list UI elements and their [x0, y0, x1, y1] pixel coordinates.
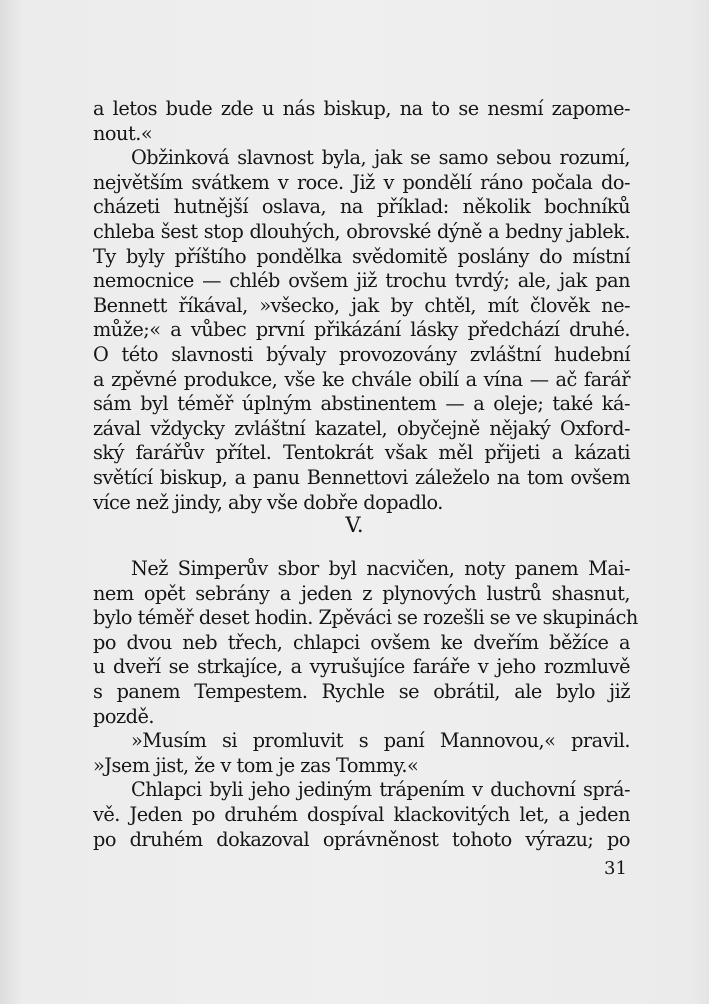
text-block-upper [93, 97, 630, 515]
page-number: 31 [604, 858, 627, 879]
text-line: největším svátkem v roce. Již v pondělí ráno počala do- [93, 170, 630, 194]
text-line: s panem Tempestem. Rychle se obrátil, ale bylo již [93, 679, 630, 703]
text-line: u dveří se strkajíce, a vyrušujíce faráře v jeho rozmluvě [93, 655, 630, 679]
text-line: a letos bude zde u nás biskup, na to se nesmí zapome- [93, 97, 630, 120]
text-line: Obžinková slavnost byla, jak se samo sebou rozumí, [131, 146, 630, 170]
text-line: Chlapci byli jeho jediným trápením v duchovní sprá- [131, 778, 630, 802]
text-line: bylo téměř deset hodin. Zpěváci se rozešli se ve skupinách [93, 606, 638, 630]
text-line: po druhém dokazoval oprávněnost tohoto výrazu; po [93, 827, 630, 851]
text-line: chleba šest stop dlouhých, obrovské dýně a bedny jablek. [93, 219, 630, 243]
text-line: po dvou neb třech, chlapci ovšem ke dveřím běžíce a [93, 630, 630, 654]
text-line: »Musím si promluvit s paní Mannovou,« pravil. [131, 729, 630, 753]
text-line: světící biskup, a panu Bennettovi záleželo na tom ovšem [93, 465, 630, 489]
text-line: více než jindy, aby vše dobře dopadlo. [93, 490, 443, 514]
text-line: a zpěvné produkce, vše ke chvále obilí a vína — ač farář [93, 367, 630, 391]
text-line: cházeti hutnější oslava, na příklad: několik bochníků [93, 195, 630, 219]
text-line: »Jsem jist, že v tom je zas Tommy.« [93, 753, 419, 777]
text-line: nout.« [93, 121, 153, 145]
text-line: Bennett říkával, »všecko, jak by chtěl, mít člověk ne- [93, 293, 630, 317]
text-line: O této slavnosti bývaly provozovány zvláštní hudební [93, 342, 630, 366]
text-line: zával vždycky zvláštní kazatel, obyčejně nějaký Oxford- [93, 416, 630, 440]
text-line: nem opět sebrány a jeden z plynových lustrů shasnut, [93, 581, 630, 605]
text-line: Než Simperův sbor byl nacvičen, noty panem Mai- [131, 557, 630, 580]
text-line: vě. Jeden po druhém dospíval klackovitých let, a jeden [93, 802, 630, 826]
text-line: sám byl téměř úplným abstinentem — a oleje; také ká- [93, 392, 630, 416]
text-line: může;« a vůbec první přikázání lásky předchází druhé. [93, 318, 630, 342]
text-block-lower [93, 557, 638, 852]
text-line: ský farářův přítel. Tentokrát však měl přijeti a kázati [93, 441, 630, 465]
chapter-heading: V. [345, 513, 364, 537]
text-line: Ty byly příštího pondělka svědomitě poslány do místní [93, 244, 630, 268]
text-line: pozdě. [93, 704, 154, 728]
text-line: nemocnice — chléb ovšem již trochu tvrdý; ale, jak pan [93, 269, 630, 293]
